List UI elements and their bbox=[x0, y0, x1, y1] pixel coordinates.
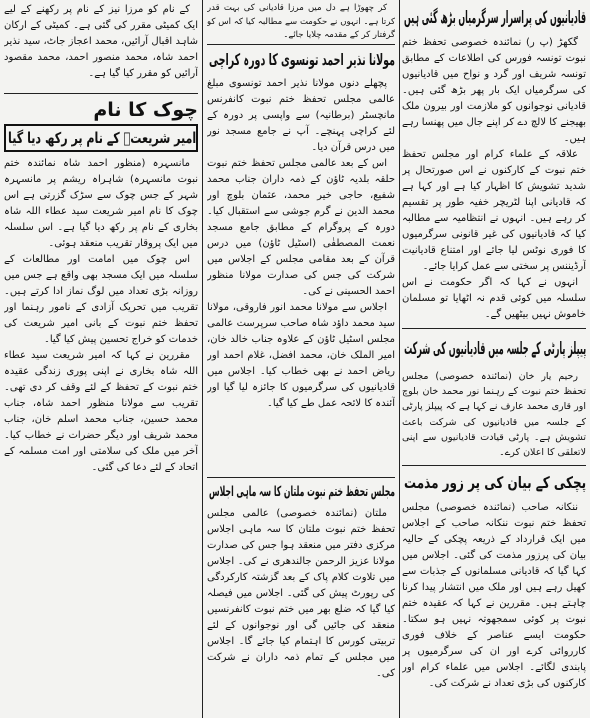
qadiani-activities-article-body bbox=[402, 35, 586, 324]
section-rule bbox=[207, 477, 395, 478]
multan-article-body bbox=[207, 506, 395, 714]
article-continued-middle-top bbox=[207, 2, 395, 42]
article-paragraph: مقررین نے کہا کہ امیر شریعت سید عطاء اللہ شاہ بخاری نے اپنی پوری زندگی عقیدہ ختم نبوت کے تحفظ کے لئے وقف کر دی تھی۔ تقریب سے مولانا منظور احمد شاہ، جناب محمد حسین، جناب محمد اسلم خان، جناب محمد شریف اور دیگر حضرات نے خطاب کیا۔ آخر میں ملک کی سلامتی اور امت مسلمہ کے اتحاد کے لئے دعا کی گئی۔ bbox=[4, 350, 198, 473]
article-paragraph: کر چھوڑا ہے دل میں مرزا قادیانی کی بہت قدر کرتا ہے۔ انہوں نے حکومت سے مطالبہ کیا کہ اس کو گرفتار کر کے مقدمہ چلایا جائے۔ bbox=[207, 3, 395, 41]
column-divider-right bbox=[399, 0, 400, 718]
chowk-headline-line2-box bbox=[4, 124, 198, 152]
article-paragraph: رحیم یار خان (نمائندہ خصوصی) مجلس تحفظ ختم نبوت کے رہنما نور محمد خان بلوچ اور قاری محمد عارف نے کہا ہے کہ پیپلز پارٹی کے جلسہ میں قادیانیوں کی شرکت باعث تشویش ہے۔ پارٹی قیادت قادیانیوں سے اپنی لاتعلقی کا اعلان کرے۔ bbox=[402, 371, 586, 458]
section-rule bbox=[402, 328, 586, 329]
article-paragraph: ملتان (نمائندہ خصوصی) عالمی مجلس تحفظ ختم نبوت ملتان کا سہ ماہی اجلاس مرکزی دفتر میں منعقد ہوا جس کی صدارت مولانا عزیز الرحمن جالندھری نے کی۔ اجلاس میں تلاوت کلام پاک کے بعد گزشتہ کارکردگی کی رپورٹ پیش کی گئی۔ اجلاس میں فیصلہ کیا گیا کہ ضلع بھر میں ختم نبوت کانفرنسیں منعقد کی جائیں گی اور نوجوانوں کے لئے تربیتی کورس کا اہتمام کیا جائے گا۔ اجلاس میں مجلس کے تمام ذمہ داران نے شرکت کی۔ bbox=[207, 508, 395, 679]
article-paragraph: اجلاس سے مولانا محمد انور فاروقی، مولانا سید محمد داؤد شاہ صاحب سرپرست عالمی مجلس اسٹیل ٹاؤن کے علاوہ جناب خالد خان، امیر الملک خان، محمد افضل، غلام احمد اور ریاض احمد نے بھی خطاب کیا۔ اجلاس میں قادیانیوں کی سرگرمیوں کا جائزہ لیا گیا اور آئندہ کا لائحہ عمل طے کیا گیا۔ bbox=[207, 302, 395, 409]
article-paragraph: علاقہ کے علماء کرام اور مجلس تحفظ ختم نبوت کے کارکنوں نے اس صورتحال پر شدید تشویش کا اظہار کیا ہے اور کہا ہے کہ قادیانی اپنا لٹریچر خفیہ طور پر تقسیم کر رہے ہیں۔ انہوں نے انتظامیہ سے مطالبہ کیا کہ قادیانیوں کی غیر قانونی سرگرمیوں کا فوری نوٹس لیا جائے اور امتناع قادیانیت آرڈیننس پر سختی سے عمل کرایا جائے۔ bbox=[402, 149, 586, 272]
ppp-rally-headline bbox=[402, 333, 586, 365]
karachi-headline bbox=[207, 48, 395, 72]
section-rule bbox=[207, 44, 395, 45]
chowk-article-body bbox=[4, 156, 198, 714]
headline-text: قادیانیوں کی پراسرار سرگرمیاں بڑھ گئی ہیں bbox=[403, 8, 586, 28]
headline-text: امیر شریعتؒ کے نام پر رکھ دیا گیا bbox=[7, 129, 196, 147]
article-paragraph: گکھڑ (پ ر) نمائندہ خصوصی تحفظ ختم نبوت تونسہ فورس کی اطلاعات کے مطابق تونسہ شریف اور گرد و نواح میں قادیانیوں کی سرگرمیاں ایک بار پھر بڑھ گئی ہیں۔ قادیانی نوجوانوں کو ملازمت اور بیرون ملک بھیجنے کا لالچ دے کر اپنے جال میں پھنسا رہے ہیں۔ bbox=[402, 37, 586, 144]
article-paragraph: پچھلے دنوں مولانا نذیر احمد تونسوی مبلغ عالمی مجلس تحفظ ختم نبوت کانفرنس مانچسٹر (برطانیہ) سے واپسی پر دورہ کے لئے کراچی پہنچے۔ آپ نے جامع مسجد نور میں درس قرآن دیا۔ bbox=[207, 78, 395, 153]
section-rule bbox=[402, 465, 586, 466]
article-paragraph: اس چوک میں امامت اور مطالعات کے سلسلہ میں ایک مسجد بھی واقع ہے جس میں روزانہ بڑی تعداد میں لوگ نماز ادا کرتے ہیں۔ تقریب میں تحریک آزادی کے نامور رہنما اور تحفظ ختم نبوت کے بانی امیر شریعت کی خدمات کو خراج تحسین پیش کیا گیا۔ bbox=[4, 254, 198, 345]
article-paragraph: ننکانہ صاحب (نمائندہ خصوصی) مجلس تحفظ ختم نبوت ننکانہ صاحب کے اجلاس میں ایک قرارداد کے ذریعہ پچکی کے حالیہ بیان کی پرزور مذمت کی گئی۔ اجلاس میں کہا گیا کہ قادیانی مسلمانوں کے جذبات سے کھیل رہے ہیں اور ملک میں انتشار پیدا کرنا چاہتے ہیں۔ مقررین نے کہا کہ عقیدہ ختم نبوت پر کوئی سمجھوتہ نہیں ہو سکتا۔ حکومت ایسے عناصر کے خلاف فوری کارروائی کرے اور ان کی سرگرمیوں پر پابندی لگائے۔ اجلاس میں علماء کرام اور کارکنوں کی بڑی تعداد نے شرکت کی۔ bbox=[402, 502, 586, 689]
karachi-article-body bbox=[207, 76, 395, 474]
multan-headline bbox=[207, 481, 395, 503]
condemnation-headline bbox=[402, 469, 586, 497]
article-paragraph: مانسہرہ (منظور احمد شاہ نمائندہ ختم نبوت مانسہرہ) شاہراہ ریشم پر مانسہرہ شہر کے جس چوک سے سڑک گزرتی ہے اس چوک کا نام امیر شریعت سید عطاء اللہ شاہ بخاری کے نام پر رکھ دیا گیا ہے۔ اس سلسلہ میں ایک پروقار تقریب منعقد ہوئی۔ bbox=[4, 158, 198, 249]
headline-text: چوک کا نام bbox=[93, 99, 198, 121]
article-continued-left-top bbox=[4, 2, 198, 90]
headline-text: پیپلز پارٹی کے جلسہ میں قادیانیوں کی شرکت bbox=[403, 339, 586, 359]
headline-text: مولانا نذیر احمد تونسوی کا دورہ کراچی bbox=[208, 50, 395, 69]
qadiani-activities-headline bbox=[402, 4, 586, 32]
chowk-headline-line1 bbox=[4, 97, 198, 123]
article-paragraph: انہوں نے کہا کہ اگر حکومت نے اس سلسلہ میں کوئی قدم نہ اٹھایا تو مسلمان خاموش نہیں بیٹھیں گے۔ bbox=[402, 277, 586, 320]
headline-text: مجلس تحفظ ختم نبوت ملتان کا سہ ماہی اجلاس bbox=[208, 484, 395, 500]
article-paragraph: کے نام کو مرزا نیز کے نام پر رکھنے کے لیے ایک کمیٹی مقرر کی گئی ہے۔ کمیٹی کے ارکان شاہد اقبال آرائیں، محمد اعجاز جاٹ، سید نذیر احمد شاہ، محمد منصور احمد، محمد مقصود آرائیں کو مقرر کیا گیا ہے۔ bbox=[4, 4, 198, 79]
headline-text: پچکی کے بیان کی پر زور مذمت bbox=[403, 473, 586, 492]
ppp-rally-article-body bbox=[402, 369, 586, 461]
article-paragraph: اس کے بعد عالمی مجلس تحفظ ختم نبوت حلقہ بلدیہ ٹاؤن کے ذمہ داران جناب محمد شفیع، حاجی خیر محمد، عثمان بلوچ اور محمد الدین نے گرم جوشی سے استقبال کیا۔ دورہ کے پروگرام کے مطابق جامع مسجد نعمت المصطفٰی (اسٹیل ٹاؤن) میں درس قرآن کے بعد مقامی مجلس کے اجلاس میں شرکت کی جس کی صدارت مولانا منظور احمد الحسینی نے کی۔ bbox=[207, 158, 395, 297]
condemnation-article-body bbox=[402, 500, 586, 714]
column-divider-left bbox=[202, 0, 203, 718]
section-rule bbox=[4, 93, 198, 94]
